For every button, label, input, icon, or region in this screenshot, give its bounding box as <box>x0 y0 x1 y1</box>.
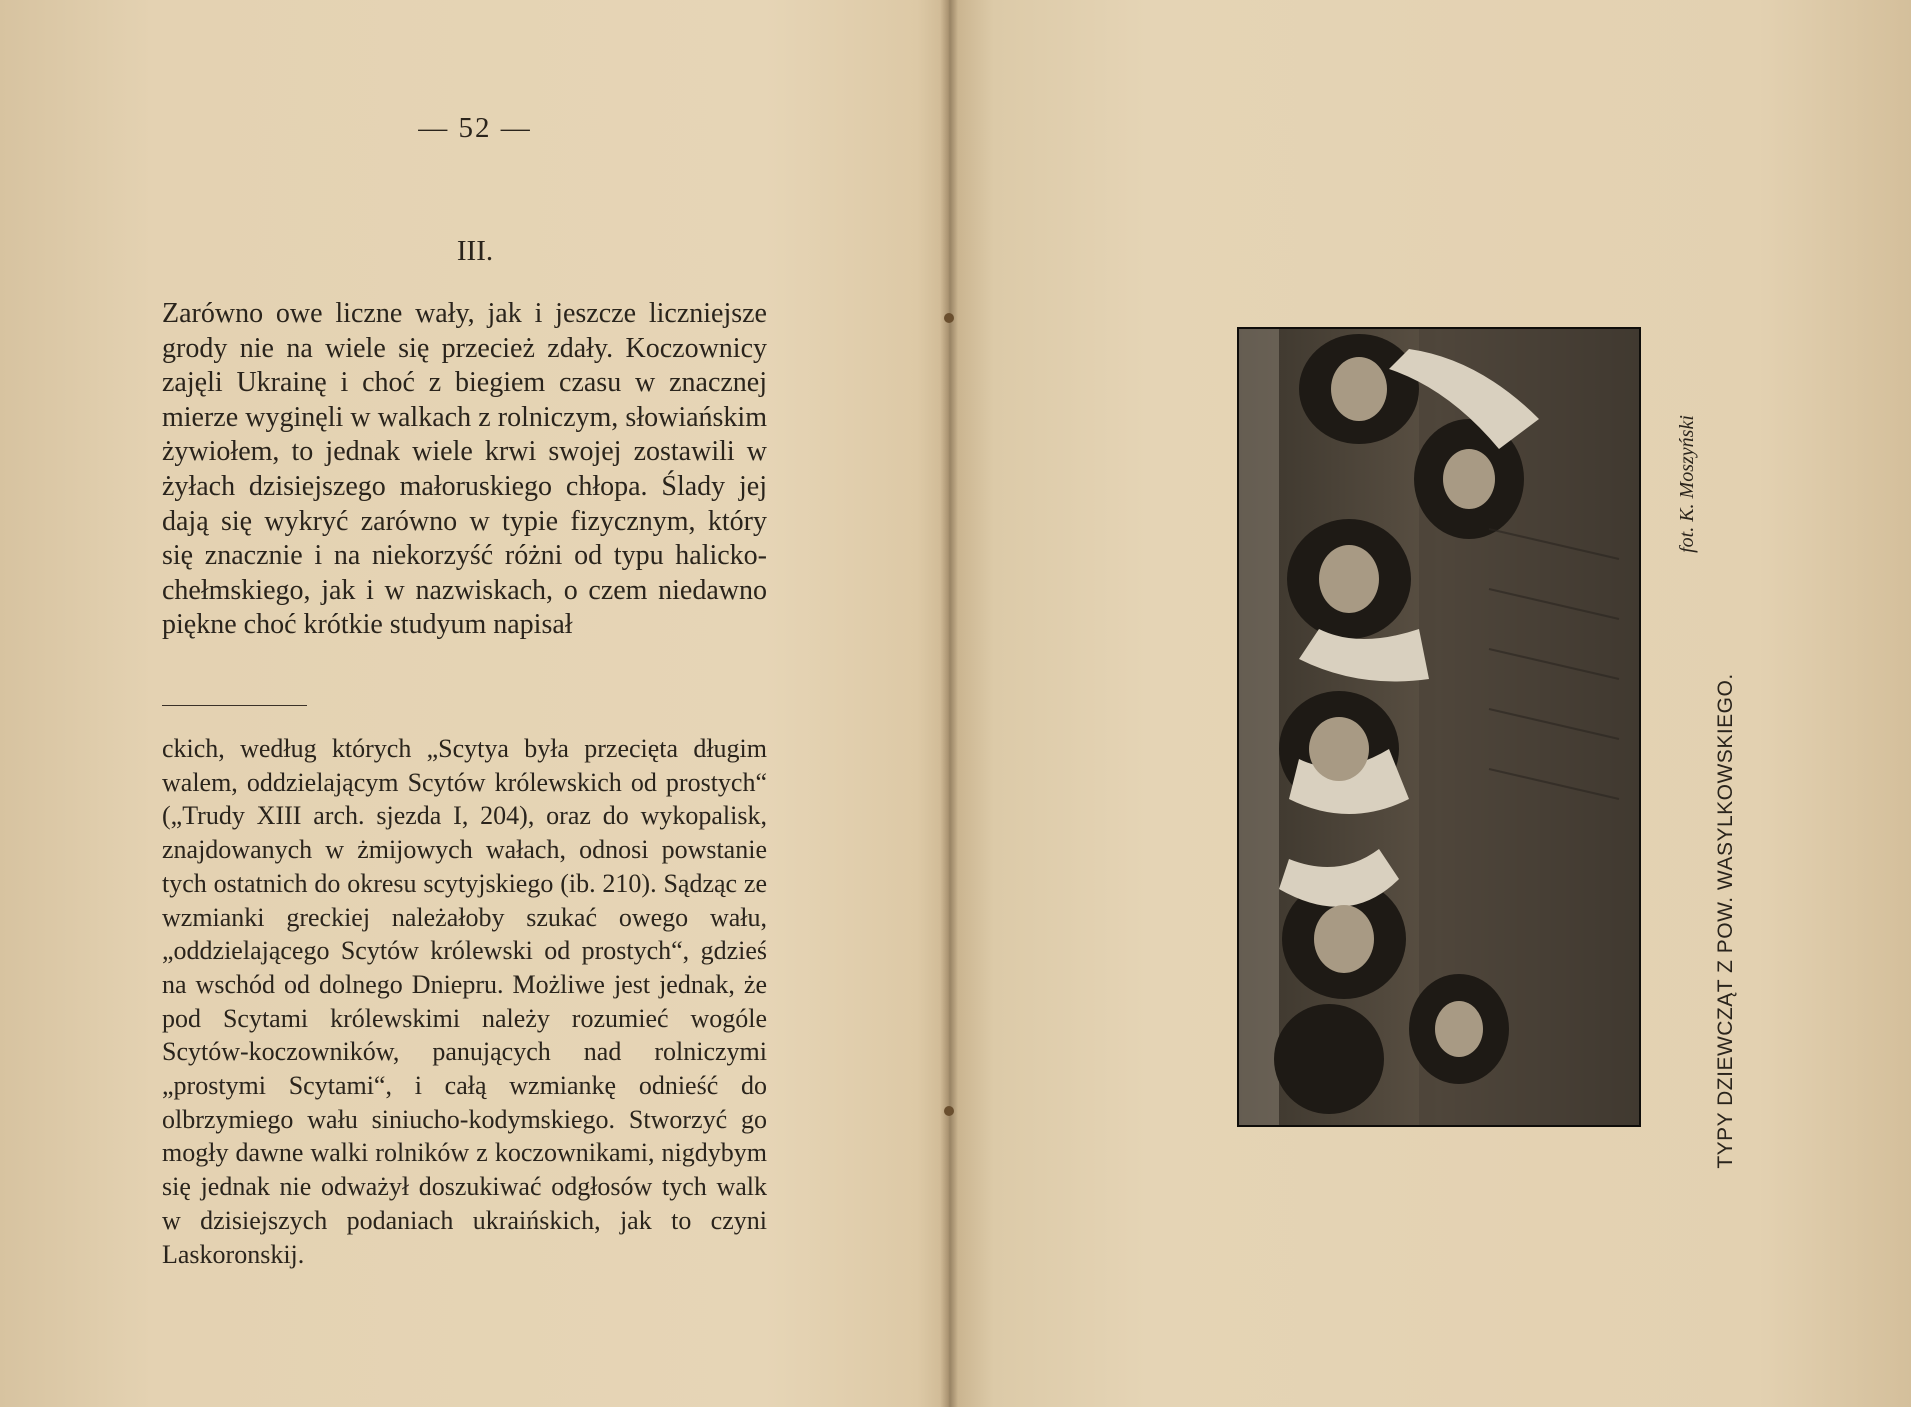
group-photograph <box>1237 327 1641 1127</box>
footnote-paragraph: ckich, według których „Scytya była przecięta długim walem, oddzielającym Scytów królewskich od prostych“ („Trudy XIII arch. sjezda I, 204), oraz do wykopalisk, znajdowanych w żmijowych wałach, odnosi powstanie tych ostatnich do okresu scytyjskiego (ib. 210). Sądząc ze wzmianki greckiej należałoby szukać owego wału, „oddzielającego Scytów królewski od prostych“, gdzieś na wschód od dolnego Dniepru. Możliwe jest jednak, że pod Scytami królewskimi należy rozumieć wogóle Scytów-koczowników, panujących nad rolniczymi „prostymi Scytami“, i całą wzmiankę odnieść do olbrzymiego wału siniucho-kodymskiego. Stworzyć go mogły dawne walki rolników z koczownikami, nigdybym się jednak nie odważył doszukiwać odgłosów tych walk w dzisiejszych podaniach ukraińskich, jak to czyni Laskoronskij. <box>162 734 767 1269</box>
photo-credit: fot. K. Moszyński <box>1676 415 1698 553</box>
page-number: — 52 — <box>418 112 532 144</box>
body-paragraph: Zarówno owe liczne wały, jak i jeszcze liczniejsze grody nie na wiele się przecież zdały. Koczownicy zajęli Ukrainę i choć z biegiem czasu w znacznej mierze wyginęli w walkach z rolniczym, słowiańskim żywiołem, to jednak wiele krwi swojej zostawili w żyłach dzisiejszego małoruskiego chłopa. Ślady jej dają się wykryć zarówno w typie fizycznym, który się znacznie i na niekorzyść różni od typu halicko-chełmskiego, jak i w nazwiskach, o czem niedawno piękne choć krótkie studyum napisał <box>162 298 767 641</box>
left-page <box>0 0 950 1407</box>
photo-caption: TYPY DZIEWCZĄT Z POW. WASYLKOWSKIEGO. <box>1714 673 1737 1169</box>
footnote-divider <box>162 705 307 706</box>
chapter-heading: III. <box>456 235 494 267</box>
photograph-image <box>1239 329 1639 1125</box>
